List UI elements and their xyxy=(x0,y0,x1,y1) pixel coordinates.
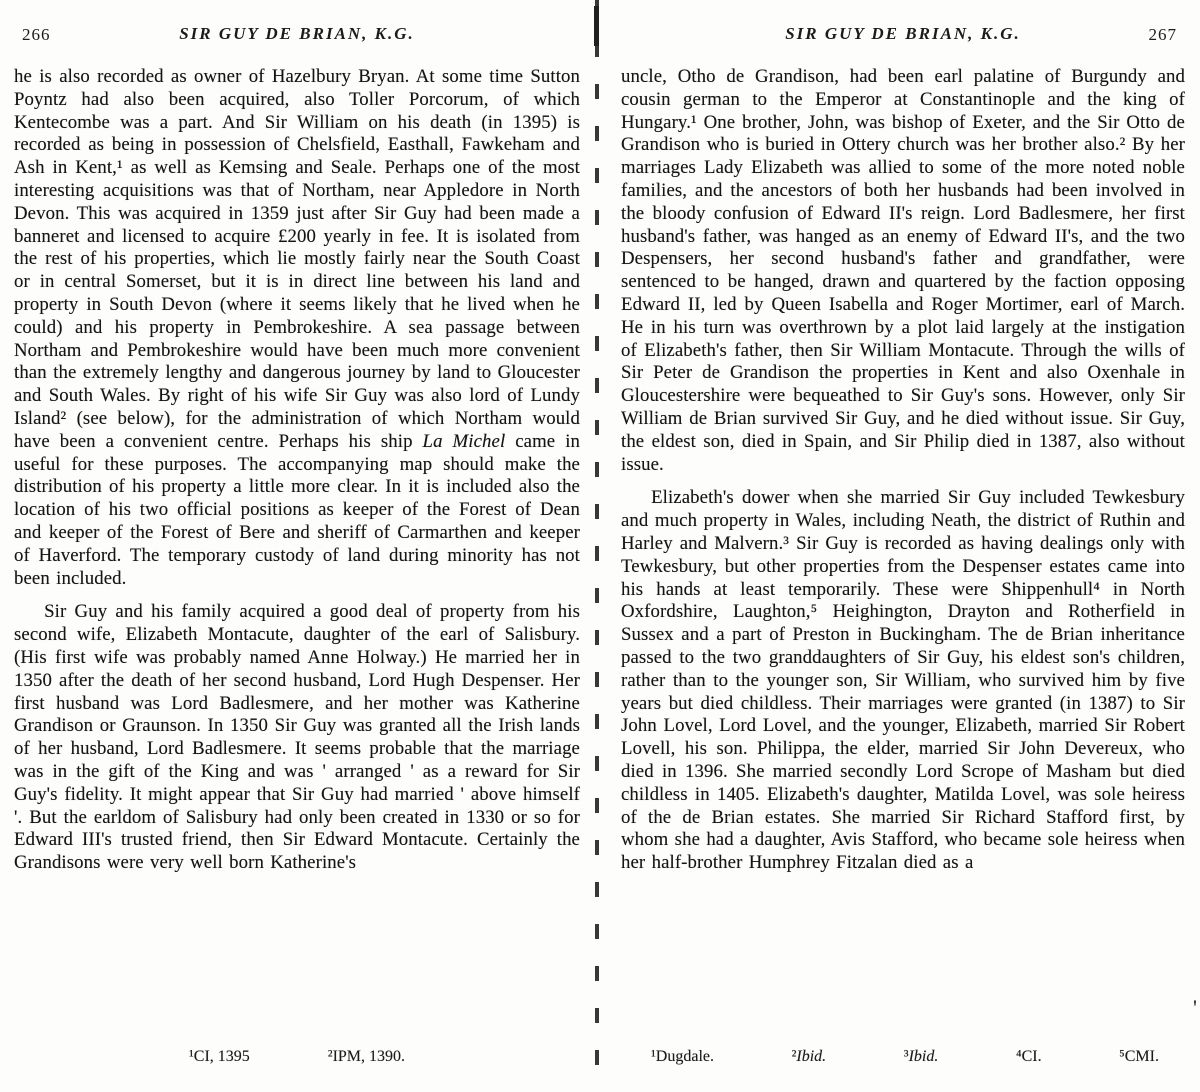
footnotes-267 xyxy=(621,1048,1185,1066)
gutter-fold-line xyxy=(595,0,599,1092)
footnote: ⁴CI. xyxy=(1015,1048,1042,1065)
footnote: ³Ibid. xyxy=(903,1048,939,1065)
scan-artifact-mark: ' xyxy=(1193,995,1197,1020)
footnote: ¹Dugdale. xyxy=(651,1048,714,1065)
page-267-header xyxy=(621,24,1185,50)
paragraph-continuation: uncle, Otho de Grandison, had been earl palatine of Burgundy and cousin german to the Emperor at Constantinople and the king of Hungary.¹ One brother, John, was bishop of Exeter, and the Sir Otto de Grandison who is buried in Ottery church was her brother also.² By her marriages Lady Elizabeth was allied to some of the more noted noble families, and the ancestors of both her husbands had been involved in the bloody confusion of Edward II's reign. Lord Badlesmere, her first husband's father, was hanged as an enemy of Edward II's, and the two Despensers, her second husband's father and grandfather, were sentenced to be hanged, drawn and quartered by the faction opposing Edward II, led by Queen Isabella and Roger Mortimer, earl of March. He in his turn was overthrown by a plot laid largely at the instigation of Elizabeth's father, then Sir William Montacute. Through the wills of Sir Peter de Grandison the properties in Kent and also Oxenhale in Gloucestershire were bequeathed to Sir Guy's sons. However, only Sir William de Brian survived Sir Guy, and he died without issue. Sir Guy, the eldest son, died in Spain, and Sir Philip died in 1387, also without issue. xyxy=(621,66,1185,475)
page-266-header xyxy=(14,24,580,50)
page-number-266: 266 xyxy=(22,25,51,44)
footnote: ¹CI, 1395 xyxy=(188,1048,250,1065)
page-266-body xyxy=(14,66,580,875)
footnote: ²Ibid. xyxy=(791,1048,827,1065)
footnote: ²IPM, 1390. xyxy=(327,1048,406,1065)
running-title-right: SIR GUY DE BRIAN, K.G. xyxy=(785,24,1021,43)
paragraph-continuation: he is also recorded as owner of Hazelbury Bryan. At some time Sutton Poyntz had also been acquired, also Toller Porcorum, of which Kentecombe was a part. And Sir William on his death (in 1395) is recorded as being in possession of Chelsfield, Easthall, Fawkeham and Ash in Kent,¹ as well as Kemsing and Seale. Perhaps one of the most interesting acquisitions was that of Northam, near Appledore in North Devon. This was acquired in 1359 just after Sir Guy had been made a banneret and licensed to acquire £200 yearly in fee. It is isolated from the rest of his properties, which lie mostly fairly near the South Coast or in central Somerset, but it is in direct line between his land and property in South Devon (where it seems likely that he lived when he could) and his property in Pembrokeshire. A sea passage between Northam and Pembrokeshire would have been much more convenient than the extremely lengthy and dangerous journey by land to Gloucester and South Wales. By right of his wife Sir Guy was also lord of Lundy Island² (see below), for the administration of which Northam would have been a convenient centre. Perhaps his ship La Michel came in useful for these purposes. The accompanying map should make the distribution of his property a little more clear. In it is included also the location of his two official positions as keeper of the Forest of Dean and keeper of the Forest of Bere and sheriff of Carmarthen and keeper of Haverford. The temporary custody of land during minority has not been included. xyxy=(14,66,580,589)
running-title-left: SIR GUY DE BRIAN, K.G. xyxy=(179,24,415,43)
paragraph: Elizabeth's dower when she married Sir Guy included Tewkesbury and much property in Wales, including Neath, the district of Ruthin and Harley and Malvern.³ Sir Guy is recorded as having dealings only with Tewkesbury, but other properties from the Despenser estates came into his hands at least temporarily. These were Shippenhull⁴ in North Oxfordshire, Laughton,⁵ Heighington, Drayton and Rotherfield in Sussex and a part of Preston in Buckingham. The de Brian inheritance passed to the two granddaughters of Sir Guy, his eldest son's children, rather than to the younger son, Sir William, who survived him by five years but died childless. Their marriages were granted (in 1387) to Sir John Lovel, Lord Lovel, and the younger, Elizabeth, married Sir Robert Lovell, his son. Philippa, the elder, married Sir John Devereux, who died in 1396. She married secondly Lord Scrope of Masham but died childless in 1405. Elizabeth's daughter, Matilda Lovel, was sole heiress of the de Brian estates. She married Sir Richard Stafford first, by whom she had a daughter, Avis Stafford, who became sole heiress when her half-brother Humphrey Fitzalan died as a xyxy=(621,487,1185,874)
paragraph: Sir Guy and his family acquired a good deal of property from his second wife, Elizabeth Montacute, daughter of the earl of Salisbury. (His first wife was probably named Anne Holway.) He married her in 1350 after the death of her second husband, Lord Hugh Despenser. Her first husband was Lord Badlesmere, and her mother was Katherine Grandison or Graunson. In 1350 Sir Guy was granted all the Irish lands of her husband, Lord Badlesmere. It seems probable that the marriage was in the gift of the King and was ' arranged ' as a reward for Sir Guy's fidelity. It might appear that Sir Guy had married ' above himself '. But the earldom of Salisbury had only been created in 1330 or so for Edward III's trusted friend, then Sir Edward Montacute. Certainly the Grandisons were very well born Katherine's xyxy=(14,601,580,874)
page-266 xyxy=(14,0,580,1092)
page-267-body xyxy=(621,66,1185,875)
page-267 xyxy=(621,0,1185,1092)
footnote: ⁵CMI. xyxy=(1119,1048,1159,1065)
page-number-267: 267 xyxy=(1148,25,1177,44)
footnotes-266 xyxy=(14,1048,580,1066)
